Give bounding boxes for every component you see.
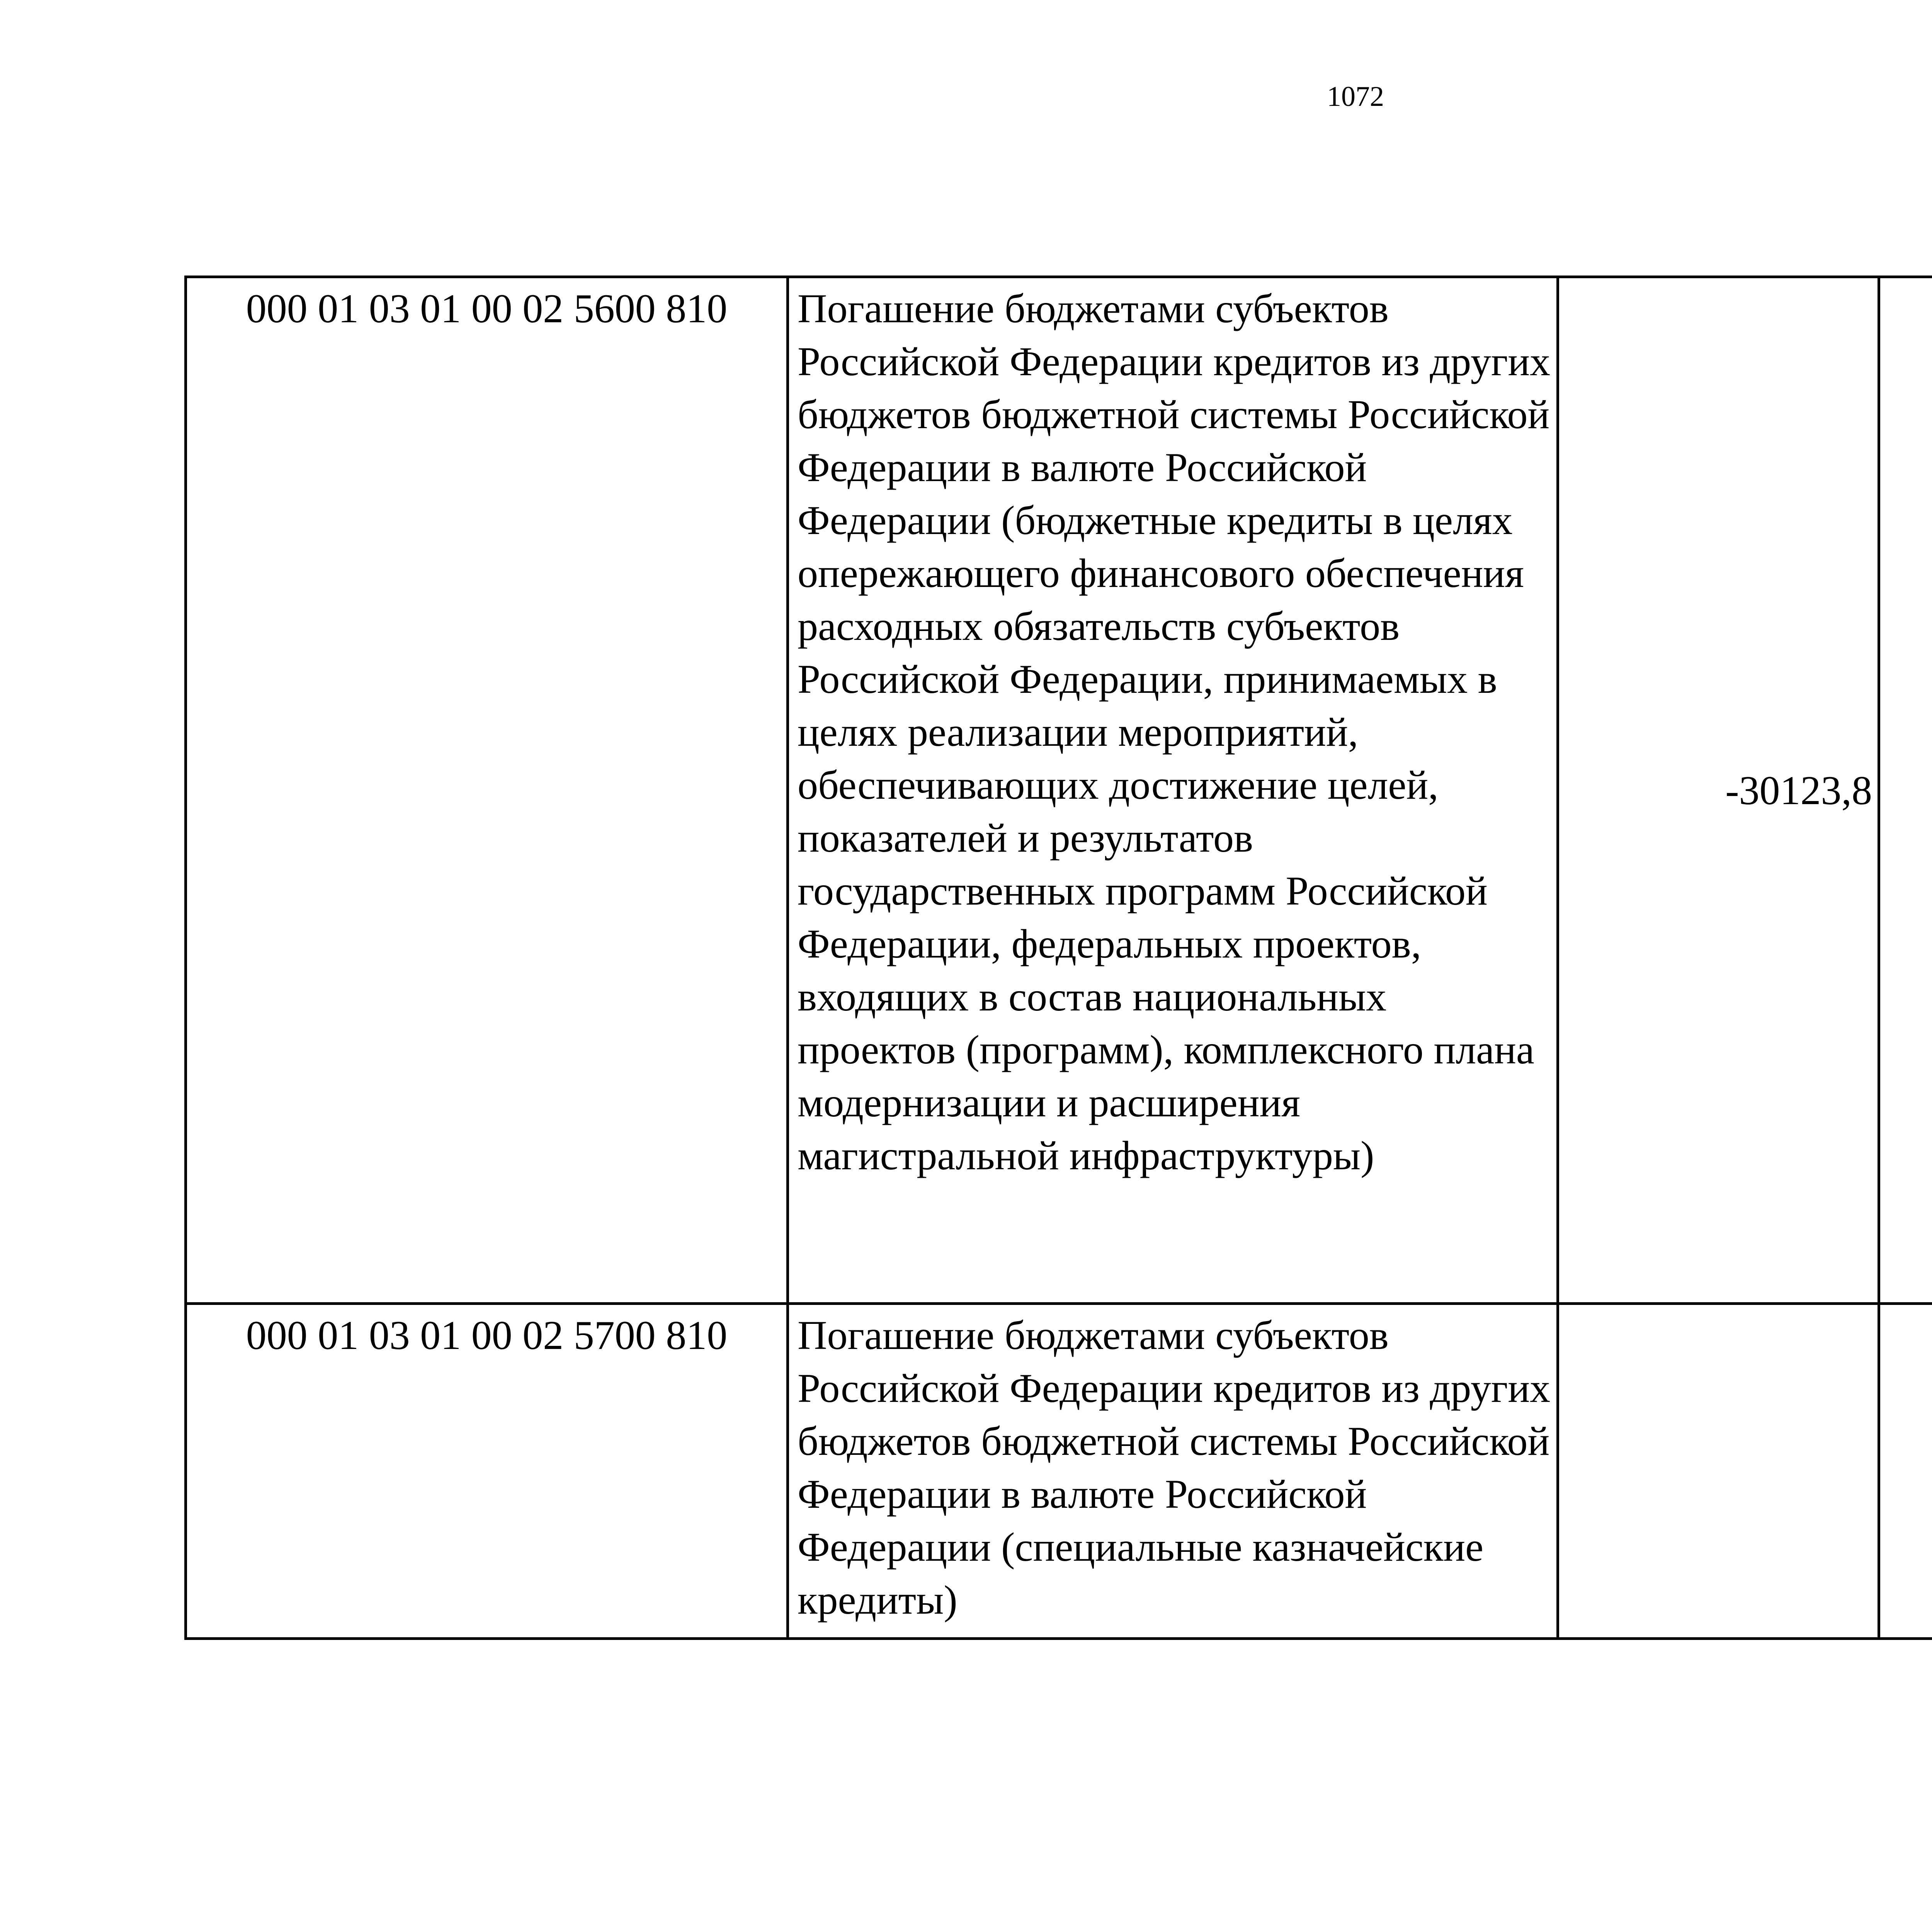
row-value-1-cell [1558,1304,1879,1639]
row-name-cell: Погашение бюджетами субъектов Российской Федерации кредитов из других бюджетов бюджетной системы Российской Федерации в валюте Российской Федерации (специальные казначейские кредиты) [788,1304,1558,1639]
row-value-2-cell [1879,1304,1932,1639]
page-number: 1072 [1327,81,1384,112]
row-code-cell: 000 01 03 01 00 02 5600 810 [186,277,788,1304]
row-code-cell: 000 01 03 01 00 02 5700 810 [186,1304,788,1639]
table-row [186,1304,1932,1639]
row-value-1-cell: -30123,8 [1558,277,1879,1304]
table-row [186,277,1932,1304]
budget-table [184,276,1932,1640]
row-name-cell: Погашение бюджетами субъектов Российской Федерации кредитов из других бюджетов бюджетной системы Российской Федерации в валюте Российской Федерации (бюджетные кредиты в целях опережающего финансового обеспечения расходных обязательств субъектов Российской Федерации, принимаемых в целях реализации мероприятий, обеспечивающих достижение целей, показателей и результатов государственных программ Российской Федерации, федеральных проектов, входящих в состав национальных проектов (программ), комплексного плана модернизации и расширения магистральной инфраструктуры) [788,277,1558,1304]
row-value-2-cell [1879,277,1932,1304]
